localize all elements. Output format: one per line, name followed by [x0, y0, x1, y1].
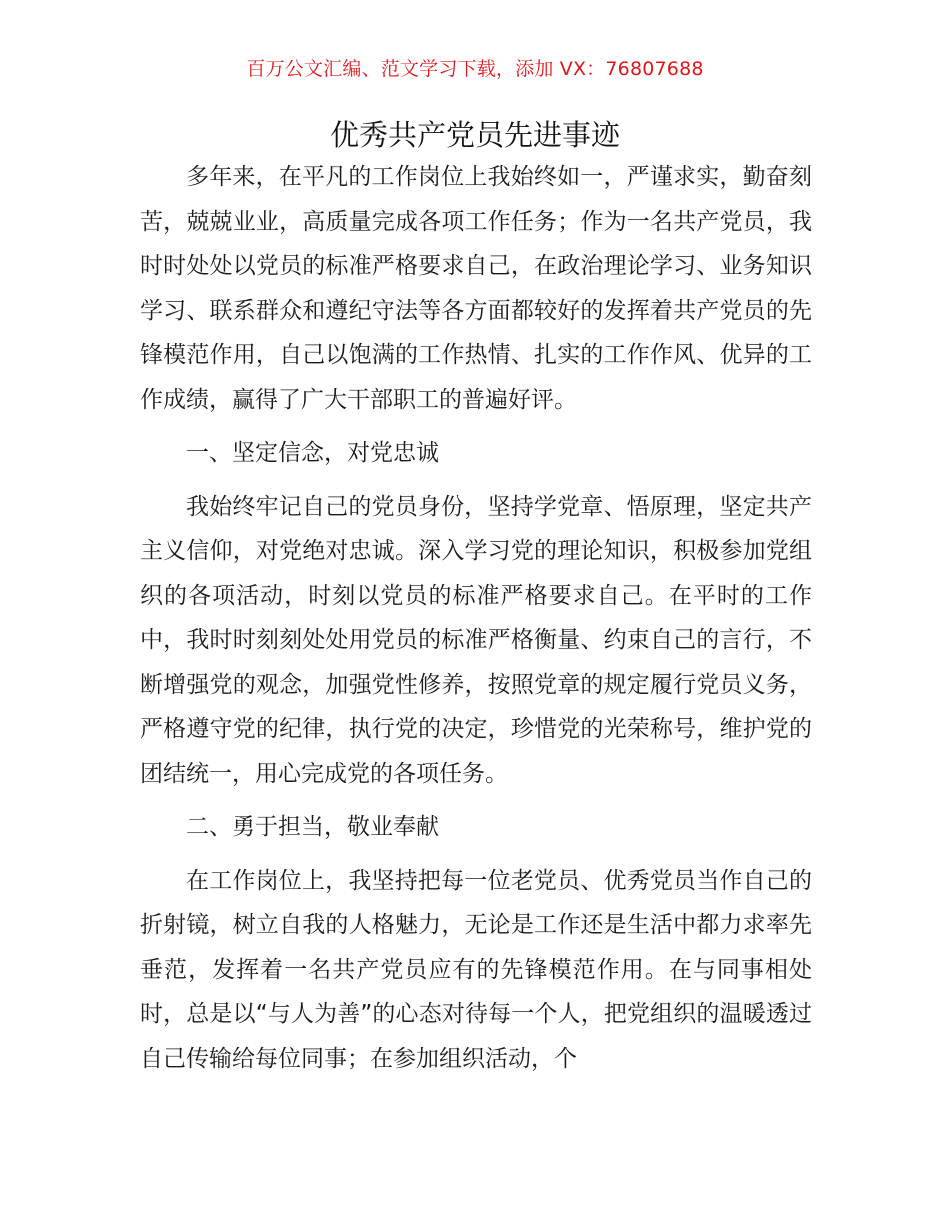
watermark-header: 百万公文汇编、范文学习下载，添加 VX：76807688: [246, 58, 704, 80]
section-heading-2: 二、勇于担当，敬业奉献: [186, 814, 439, 840]
document-title: 优秀共产党员先进事迹: [329, 118, 620, 152]
section-body-2: 在工作岗位上，我坚持把每一位老党员、优秀党员当作自己的折射镜，树立自我的人格魅力，无论是工作还是生活中都力求率先垂范，发挥着一名共产党员应有的先锋模范作用。在与同事相处时，总是以“与人为善”的心态对待每一个人，把党组织的温暖透过自己传输给每位同事；在参加组织活动，个: [140, 867, 812, 1072]
document-body: [140, 155, 812, 1081]
intro-paragraph: 多年来，在平凡的工作岗位上我始终如一，严谨求实，勤奋刻苦，兢兢业业，高质量完成各项工作任务；作为一名共产党员，我时时处处以党员的标准严格要求自己，在政治理论学习、业务知识学习、联系群众和遵纪守法等各方面都较好的发挥着共产党员的先锋模范作用，自己以饱满的工作热情、扎实的工作作风、优异的工作成绩，赢得了广大干部职工的普遍好评。: [140, 164, 812, 413]
section-body-1: 我始终牢记自己的党员身份，坚持学党章、悟原理，坚定共产主义信仰，对党绝对忠诚。深入学习党的理论知识，积极参加党组织的各项活动，时刻以党员的标准严格要求自己。在平时的工作中，我时时刻刻处处用党员的标准严格衡量、约束自己的言行，不断增强党的观念，加强党性修养，按照党章的规定履行党员义务，严格遵守党的纪律，执行党的决定，珍惜党的光荣称号，维护党的团结统一，用心完成党的各项任务。: [140, 493, 812, 787]
section-heading-1: 一、坚定信念，对党忠诚: [186, 440, 439, 466]
